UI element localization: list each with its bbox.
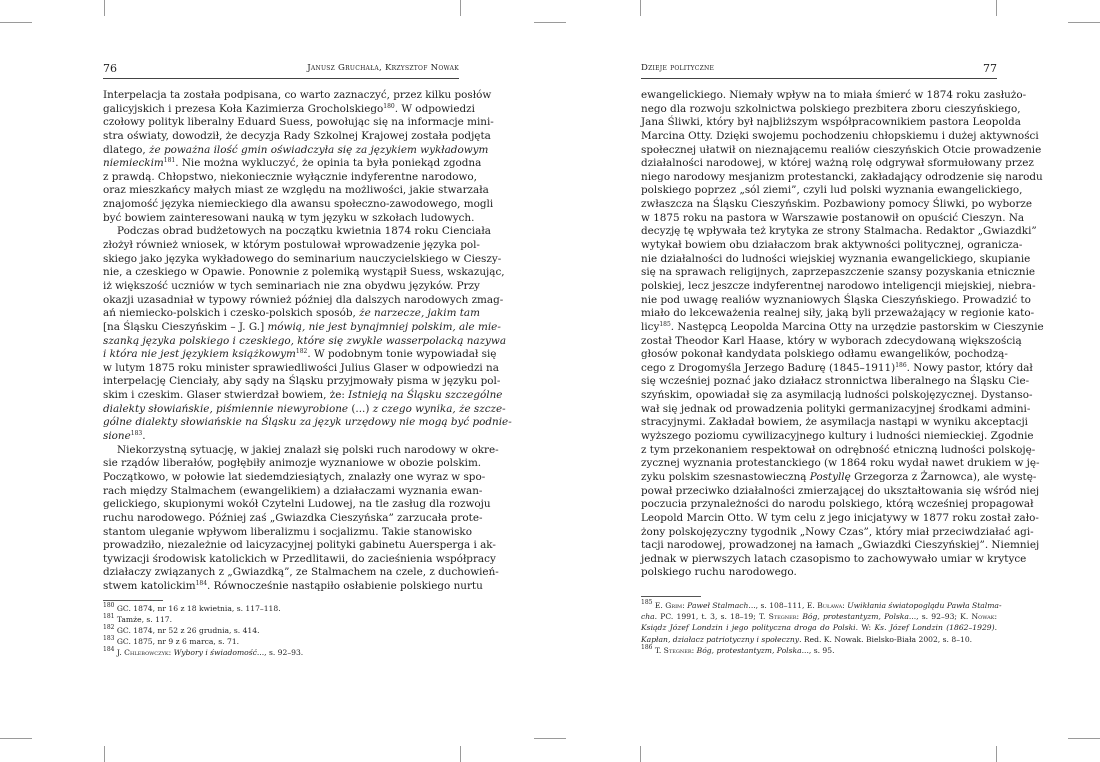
text-run: . Nowy pastor, który dał bbox=[906, 361, 1033, 374]
text-run: T. bbox=[652, 645, 664, 655]
text-run: . Nie można wykluczyć, że opinia ta była poniekąd zgodna bbox=[175, 157, 482, 170]
footnote bbox=[641, 634, 997, 645]
text-run: wyższego poziomu cywilizacyjnego kultury i ludności niemieckiej. Zgodnie bbox=[641, 430, 1034, 443]
footnotes bbox=[641, 599, 1002, 656]
footnote-ref: 186 bbox=[641, 643, 653, 651]
footnote-ref: 183 bbox=[103, 635, 115, 643]
italic-text: cha bbox=[641, 612, 655, 622]
italic-text: dialekty słowiańskie, piśmiennie niewyrobione bbox=[103, 402, 349, 415]
author-name: Stegner bbox=[663, 645, 692, 655]
italic-text: sione bbox=[103, 430, 131, 443]
text-run: polskiej, lecz jeszcze indyferentnej narodowo inteligencji miejskiej, niebra- bbox=[641, 279, 1036, 292]
italic-text: szanką języka polskiego i czeskiego, które się zwykle wasserpolacką nazywa bbox=[103, 334, 507, 347]
footnote-ref: 181 bbox=[163, 157, 176, 165]
text-line bbox=[641, 239, 1023, 253]
text-line bbox=[641, 198, 1033, 212]
text-run: niego narodowy mesjanizm protestancki, zakładający odrodzenie się narodu bbox=[641, 170, 1043, 183]
text-line bbox=[103, 580, 483, 594]
text-line bbox=[103, 157, 482, 171]
italic-text: Bóg, protestantyzm, Polska bbox=[802, 612, 909, 622]
text-run: : bbox=[168, 648, 174, 658]
text-line bbox=[103, 211, 475, 226]
footnote-ref: 180 bbox=[383, 102, 395, 110]
text-run: zycznej wyznania protestanckiego (w 1864 roku wydał nawet drukiem w ję- bbox=[641, 457, 1040, 470]
text-line bbox=[641, 457, 1040, 471]
footnote bbox=[641, 611, 997, 622]
text-line bbox=[103, 416, 512, 430]
text-line bbox=[641, 511, 1039, 526]
text-run: ..., s. 108–111, E. bbox=[748, 601, 818, 611]
italic-text: mówią, nie jest bynajmniej polskim, ale mie- bbox=[267, 320, 501, 333]
text-run: . W podobnym tonie wypowiadał się bbox=[307, 348, 497, 361]
text-line bbox=[641, 157, 1034, 171]
text-line bbox=[103, 348, 497, 362]
text-line bbox=[641, 470, 1037, 485]
italic-text: Postyllę bbox=[809, 470, 851, 483]
text-run: . W odpowiedzi bbox=[394, 102, 475, 115]
footnote-ref: 182 bbox=[295, 348, 308, 356]
text-line bbox=[103, 89, 492, 103]
footnote bbox=[103, 647, 459, 658]
text-line bbox=[103, 307, 480, 321]
author-name: Buława bbox=[817, 601, 843, 611]
text-line bbox=[641, 552, 1027, 567]
italic-text: Kapłan, działacz patriotyczny i społeczny bbox=[641, 634, 800, 644]
text-line bbox=[641, 293, 1031, 308]
text-line bbox=[103, 293, 504, 308]
text-line bbox=[103, 375, 501, 389]
text-line bbox=[103, 539, 496, 553]
text-run: prowadziło, niezależnie od laicyzacyjnej polityki gabinetu Auersperga i ak- bbox=[103, 539, 496, 552]
running-head: Dzieje polityczne bbox=[641, 63, 715, 73]
footnotes bbox=[103, 603, 459, 659]
italic-text: Istnieją na Śląsku szczególne bbox=[348, 389, 503, 402]
author-name: Chlebowczyk bbox=[124, 648, 169, 658]
footnote-ref: 184 bbox=[195, 580, 208, 588]
text-line bbox=[641, 443, 1036, 458]
text-line bbox=[103, 239, 480, 253]
italic-text: Wybory i świadomość bbox=[173, 648, 257, 658]
text-run: w lutym 1875 roku minister sprawiedliwości Julius Glaser w odpowiedzi na bbox=[103, 361, 499, 374]
crop-mark bbox=[640, 0, 641, 16]
text-run: E. bbox=[652, 601, 666, 611]
text-run: ewangelickiego. Niemały wpływ na to miała śmierć w 1874 roku zasłużo- bbox=[641, 89, 1027, 101]
crop-mark bbox=[996, 746, 997, 762]
text-run: Interpelacja ta została podpisana, co warto zaznaczyć, przez kilku posłów bbox=[103, 89, 492, 101]
italic-text: i która nie jest językiem książkowym bbox=[103, 348, 296, 361]
text-run: : bbox=[682, 601, 688, 611]
page-header bbox=[103, 62, 459, 78]
text-run: interpelację Cienciały, aby sądy na Śląsku przyjmowały pisma w języku pol- bbox=[103, 375, 501, 388]
italic-text: Ksiądz Józef Londzin i jego polityczna droga do Polski bbox=[641, 623, 856, 633]
text-line bbox=[103, 184, 489, 198]
text-run: zwłaszcza na Śląsku Cieszyńskim. Pozbawiony pomocy Śliwki, po wyborze bbox=[641, 198, 1033, 211]
text-line bbox=[641, 143, 1042, 158]
crop-mark bbox=[534, 22, 566, 23]
text-line bbox=[641, 170, 1043, 185]
text-run: (...) bbox=[348, 402, 373, 415]
text-run: cego z Drogomyśla Jerzego Badurę (1845–1911) bbox=[641, 361, 896, 374]
text-run: : bbox=[796, 612, 803, 622]
header-rule bbox=[103, 78, 459, 79]
text-run: rach między Stalmachem (ewangelikiem) a działaczami wyznania ewan- bbox=[103, 484, 483, 497]
text-run: galicyjskich i prezesa Koła Kazimierza Grocholskiego bbox=[103, 102, 384, 115]
crop-mark bbox=[1068, 22, 1100, 23]
italic-text: że narzecze, jakim tam bbox=[359, 307, 480, 320]
text-run: dlatego, bbox=[103, 143, 150, 156]
text-run: gelickiego, skupionymi wokół Czytelni Ludowej, na tle zasług dla rozwoju bbox=[103, 498, 491, 511]
italic-text: Uwikłania światopoglądu Pawła Stalma- bbox=[847, 601, 1002, 611]
text-line bbox=[103, 511, 483, 526]
text-run: nie pod uwagę realiów wyznaniowych Śląska Cieszyńskiego. Prowadzić to bbox=[641, 293, 1031, 306]
crop-mark bbox=[1068, 738, 1100, 739]
crop-mark bbox=[460, 0, 461, 16]
text-line bbox=[103, 170, 477, 185]
footnote-ref: 182 bbox=[103, 624, 115, 632]
text-run: działaczy związanych z „Gwiazdką”, ze Stalmachem na czele, z duchowień- bbox=[103, 566, 499, 579]
footnote-rule bbox=[641, 596, 701, 597]
running-head: Janusz Gruchała, Krzysztof Nowak bbox=[307, 63, 459, 73]
author-name: Stegner bbox=[768, 612, 797, 622]
text-line bbox=[641, 266, 1036, 280]
text-run: . W: bbox=[855, 623, 875, 633]
text-run: . Następcą Leopolda Marcina Otty na urzędzie pastorskim w Cieszynie bbox=[670, 320, 1044, 333]
italic-text: Paweł Stalmach bbox=[687, 601, 749, 611]
page-number: 77 bbox=[983, 62, 997, 75]
text-run: ..., s. 92–93; K. bbox=[908, 612, 972, 622]
author-name: Grim bbox=[665, 601, 683, 611]
text-run: . Red. K. Nowak. Bielsko-Biała 2002, s. 8–10. bbox=[799, 634, 973, 644]
body-text bbox=[103, 89, 512, 594]
footnote-rule bbox=[103, 600, 163, 601]
text-line bbox=[103, 389, 503, 403]
text-run: Tamże, s. 117. bbox=[114, 614, 173, 624]
text-line bbox=[103, 334, 507, 349]
text-run: decyzję tę wpływała też krytyka ze strony Stalmacha. Redaktor „Gwiazdki” bbox=[641, 225, 1037, 238]
text-run: stra oświaty, dowodził, że decyzja Rady Szkolnej Krajowej została podjęta bbox=[103, 129, 491, 142]
text-run: znajomość języka niemieckiego dla awansu społeczno-zawodowego, mogli bbox=[103, 198, 494, 211]
text-line bbox=[103, 402, 506, 417]
crop-mark bbox=[534, 738, 566, 739]
body-text bbox=[641, 89, 1044, 580]
author-name: Nowak bbox=[971, 612, 995, 622]
text-run: z prawdą. Chłopstwo, niekoniecznie wyłącznie indyferentne narodowo, bbox=[103, 170, 477, 183]
text-line bbox=[103, 266, 505, 280]
footnote bbox=[103, 636, 459, 647]
text-run: Początkowo, w połowie lat siedemdziesiątych, znalazły one wyraz w spo- bbox=[103, 470, 486, 483]
text-line bbox=[641, 89, 1027, 103]
text-run: Niekorzystną sytuację, w jakiej znalazł się polski ruch narodowy w okre- bbox=[117, 443, 499, 456]
text-line bbox=[103, 498, 491, 512]
text-run: : bbox=[994, 612, 997, 622]
text-line bbox=[641, 129, 1039, 144]
text-run: się wcześniej poznać jako działacz stronnictwa liberalnego na Śląsku Cie- bbox=[641, 375, 1030, 388]
text-line bbox=[103, 457, 482, 471]
text-run: nie, a czeskiego w Opawie. Ponownie z polemiką wystąpił Suess, wskazując, bbox=[103, 266, 505, 279]
text-line bbox=[641, 566, 997, 580]
text-line bbox=[103, 470, 486, 485]
text-run: [na Śląsku Cieszyńskim – J. G.] bbox=[103, 320, 268, 333]
crop-mark bbox=[0, 22, 32, 23]
text-line bbox=[103, 198, 494, 212]
text-run: licy bbox=[641, 320, 660, 333]
text-run: stantom uleganie wpływom liberalizmu i socjalizmu. Takie stanowisko bbox=[103, 525, 472, 538]
crop-mark bbox=[104, 0, 105, 16]
text-run: Grzegorza z Żarnowca), ale wystę- bbox=[850, 470, 1037, 483]
text-line bbox=[103, 361, 499, 376]
footnote bbox=[641, 645, 997, 656]
text-line bbox=[641, 402, 1031, 417]
text-run: sie rządów liberałów, pogłębiły animozje wyznaniowe w obozie polskim. bbox=[103, 457, 482, 470]
text-run: ań niemiecko-polskich i czesko-polskich sposób, bbox=[103, 307, 360, 320]
text-line bbox=[103, 116, 494, 130]
text-run: zyku polskim szesnastowieczną bbox=[641, 470, 810, 483]
footnote bbox=[103, 603, 459, 614]
text-line bbox=[641, 252, 1031, 267]
text-run: miało do lekceważenia realnej siły, jaką byli przeważający w regionie kato- bbox=[641, 307, 1035, 320]
text-run: złożył również wniosek, w którym postulował wprowadzenie języka pol- bbox=[103, 239, 480, 252]
text-run: ..., s. 95. bbox=[801, 645, 835, 655]
italic-text: niemieckim bbox=[103, 157, 164, 170]
text-run: GC. 1874, nr 52 z 26 grudnia, s. 414. bbox=[114, 626, 260, 636]
italic-text: z czego wynika, że szcze- bbox=[372, 402, 506, 415]
footnote-ref: 185 bbox=[659, 320, 671, 328]
footnote bbox=[103, 614, 459, 625]
text-line bbox=[103, 320, 501, 335]
footnote bbox=[641, 599, 1002, 611]
text-line bbox=[641, 498, 1034, 512]
text-line bbox=[103, 566, 499, 580]
text-run: głosów pokonał kandydata polskiego odłamu ewangelików, pochodzą- bbox=[641, 348, 1008, 361]
text-run: pował przeciwko działalności zmierzającej do ukształtowania się wśród niej bbox=[641, 484, 1040, 497]
text-line bbox=[641, 348, 1008, 362]
text-run: J. bbox=[114, 648, 125, 658]
text-line bbox=[641, 279, 1036, 294]
text-run: . PC. 1991, t. 3, s. 18–19; T. bbox=[654, 612, 769, 622]
text-line bbox=[641, 320, 1044, 335]
italic-text: Ks. Józef Londzin (1862–1929). bbox=[874, 623, 998, 633]
text-run: z tym przekonaniem respektował on odrębność etniczną ludności polskoję- bbox=[641, 443, 1036, 456]
text-line bbox=[103, 552, 496, 567]
left-page bbox=[103, 62, 512, 659]
text-line bbox=[103, 443, 499, 458]
text-line bbox=[641, 539, 1040, 553]
text-run: Podczas obrad budżetowych na początku kwietnia 1874 roku Cienciała bbox=[117, 225, 491, 238]
text-line bbox=[103, 279, 480, 294]
footnote-ref: 181 bbox=[103, 612, 115, 620]
footnote-ref: 185 bbox=[641, 599, 653, 607]
text-line bbox=[103, 143, 489, 158]
text-line bbox=[103, 102, 475, 117]
text-run: Marcina Otty. Dzięki swojemu pochodzeniu chłopskiemu i dużej aktywności bbox=[641, 129, 1039, 142]
crop-mark bbox=[104, 746, 105, 762]
text-run: skim i czeskim. Glaser stwierdzał bowiem, że: bbox=[103, 389, 349, 402]
text-line bbox=[641, 375, 1030, 389]
text-run: w 1875 roku na pastora w Warszawie postanowił on opuścić Cieszyn. Na bbox=[641, 211, 1025, 224]
text-line bbox=[641, 184, 1023, 198]
text-run: czołowy polityk liberalny Eduard Suess, powołując się na informacje mini- bbox=[103, 116, 494, 129]
text-line bbox=[641, 361, 1033, 376]
crop-mark bbox=[460, 746, 461, 762]
text-run: być bowiem zainteresowani nauką w tym języku w szkołach ludowych. bbox=[103, 211, 475, 224]
italic-text: Bóg, protestantyzm, Polska bbox=[696, 645, 802, 655]
text-line bbox=[641, 484, 1040, 499]
text-line bbox=[641, 116, 1021, 130]
text-run: nego dla rozwoju szkolnictwa polskiego prezbitera zboru cieszyńskiego, bbox=[641, 102, 1021, 115]
text-run: . Równocześnie nastąpiło osłabienie polskiego nurtu bbox=[207, 580, 483, 593]
text-line bbox=[103, 525, 472, 540]
right-page bbox=[641, 62, 1044, 656]
text-run: stracyjnymi. Zakładał bowiem, że asymilacja nastąpi w wyniku akceptacji bbox=[641, 416, 1028, 429]
text-run: : bbox=[842, 601, 848, 611]
text-run: nie działalności do ludności wiejskiej wyznania ewangelickiego, skupianie bbox=[641, 252, 1031, 265]
text-run: oraz mieszkańcy małych miast ze względu na możliwości, jakie stwarzała bbox=[103, 184, 489, 197]
text-run: GC. 1875, nr 9 z 6 marca, s. 71. bbox=[114, 637, 240, 647]
italic-text: gólne dialekty słowiańskie na Śląsku za język urzędowy nie mogą być podnie- bbox=[103, 416, 512, 429]
text-run: ruchu narodowego. Później zaś „Gwiazdka Cieszyńska” zarzucała prote- bbox=[103, 511, 483, 524]
text-line bbox=[641, 225, 1037, 239]
text-line bbox=[641, 334, 1022, 349]
text-run: tywizacji środowisk katolickich w Przedlitawii, do zacieśnienia współpracy bbox=[103, 552, 496, 565]
footnote bbox=[103, 625, 459, 636]
text-run: jednak w pierwszych latach czasopismo to zachowywało umiar w krytyce bbox=[641, 552, 1027, 565]
text-run: . bbox=[142, 430, 146, 443]
text-run: szyńskim, opowiadał się za asymilacją ludności polskojęzycznej. Dystanso- bbox=[641, 389, 1033, 402]
crop-mark bbox=[640, 746, 641, 762]
text-run: skiego jako języka wykładowego do seminarium nauczycielskiego w Cieszy- bbox=[103, 252, 502, 265]
text-line bbox=[103, 129, 491, 144]
footnote bbox=[641, 622, 997, 633]
text-line bbox=[103, 225, 491, 239]
text-run: się na sprawach religijnych, zaprzepaszczenie szansy pozyskania etnicznie bbox=[641, 266, 1036, 279]
text-line bbox=[641, 525, 1034, 540]
text-run: żony polskojęzyczny tygodnik „Nowy Czas”, który miał przeciwdziałać agi- bbox=[641, 525, 1034, 538]
text-line bbox=[641, 389, 1033, 403]
footnote-ref: 180 bbox=[103, 601, 115, 609]
text-run: iż większość uczniów w tych seminariach nie zna obydwu języków. Przy bbox=[103, 279, 480, 292]
footnote-ref: 184 bbox=[103, 646, 115, 654]
text-run: wał się jednak od prowadzenia polityki germanizacyjnej środkami admini- bbox=[641, 402, 1031, 415]
italic-text: że poważna ilość gmin oświadczyła się za językiem wykładowym bbox=[149, 143, 489, 156]
text-run: Leopold Marcin Otto. W tym celu z jego inicjatywy w 1877 roku został zało- bbox=[641, 511, 1039, 524]
crop-mark bbox=[996, 0, 997, 16]
text-line bbox=[103, 484, 483, 499]
footnote-ref: 183 bbox=[130, 430, 143, 438]
text-run: wytykał bowiem obu działaczom brak aktywności politycznej, ogranicza- bbox=[641, 239, 1023, 252]
text-line bbox=[103, 430, 459, 444]
text-line bbox=[641, 307, 1035, 321]
text-run: polskiego poprzez „sól ziemi”, czyli lud polski wyznania ewangelickiego, bbox=[641, 184, 1023, 197]
page-number: 76 bbox=[103, 62, 117, 75]
page-header bbox=[641, 62, 997, 78]
text-line bbox=[641, 211, 1025, 226]
text-run: ..., s. 92–93. bbox=[256, 648, 304, 658]
crop-mark bbox=[0, 738, 32, 739]
text-run: polskiego ruchu narodowego. bbox=[641, 566, 797, 579]
text-run: działalności narodowej, w której ważną rolę odgrywał sformułowany przez bbox=[641, 157, 1034, 170]
text-run: tacji narodowej, prowadzonej na łamach „Gwiazdki Cieszyńskiej”. Niemniej bbox=[641, 539, 1040, 552]
text-run: został Theodor Karl Haase, który w wyborach zdecydowaną większością bbox=[641, 334, 1022, 347]
text-line bbox=[641, 102, 1021, 117]
text-line bbox=[103, 252, 502, 267]
text-run: społecznej ułatwił on nieznającemu realiów cieszyńskich Otcie prowadzenie bbox=[641, 143, 1042, 156]
text-run: stwem katolickim bbox=[103, 580, 196, 593]
header-rule bbox=[641, 78, 997, 79]
text-run: GC. 1874, nr 16 z 18 kwietnia, s. 117–118. bbox=[114, 603, 281, 613]
text-line bbox=[641, 430, 1034, 444]
footnote-ref: 186 bbox=[895, 361, 907, 369]
text-run: : bbox=[691, 645, 697, 655]
text-run: poczucia przynależności do narodu polskiego, którą wcześniej propagował bbox=[641, 498, 1034, 511]
text-run: okazji uzasadniał w typowy również później dla dalszych narodowych zmag- bbox=[103, 293, 504, 306]
text-line bbox=[641, 416, 1028, 430]
text-run: Jana Śliwki, który był najbliższym współpracownikiem pastora Leopolda bbox=[641, 116, 1021, 129]
